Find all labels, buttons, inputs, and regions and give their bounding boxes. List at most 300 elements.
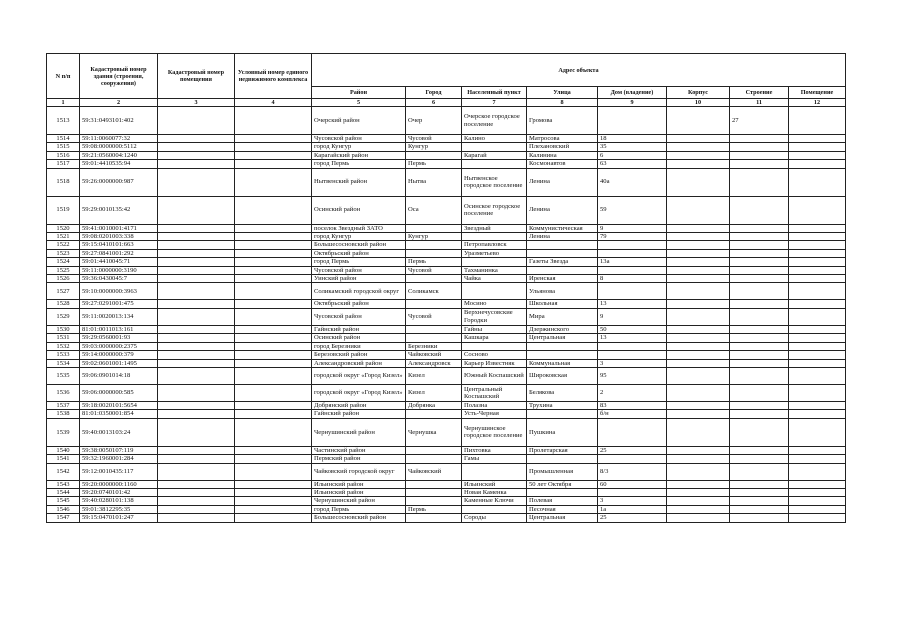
- cell-korpus: [667, 249, 730, 257]
- col-number: 8: [527, 99, 598, 107]
- cell-cad-building: 59:11:0020013:134: [80, 308, 158, 325]
- cell-cond-num: [235, 224, 312, 232]
- cell-city: [406, 446, 462, 454]
- cell-city: Кунгур: [406, 233, 462, 241]
- cell-settlement: Полазна: [462, 401, 527, 409]
- cell-city: Александровск: [406, 359, 462, 367]
- cell-street: Школьная: [527, 300, 598, 308]
- cell-row-number: 1524: [47, 258, 80, 266]
- cell-house: [598, 488, 667, 496]
- cell-settlement: Каменные Ключи: [462, 497, 527, 505]
- header-district: Район: [312, 87, 406, 99]
- cell-korpus: [667, 135, 730, 143]
- cell-settlement: [462, 258, 527, 266]
- cell-stroenie: [730, 151, 789, 159]
- cell-district: Нытвенский район: [312, 168, 406, 196]
- cell-street: [527, 249, 598, 257]
- col-number: 9: [598, 99, 667, 107]
- cell-cad-room: [158, 334, 235, 342]
- table-row: [47, 107, 846, 135]
- cell-row-number: 1522: [47, 241, 80, 249]
- cell-pomeshenie: [789, 168, 846, 196]
- cell-street: Пушкина: [527, 418, 598, 446]
- cell-settlement: [462, 505, 527, 513]
- col-number: 7: [462, 99, 527, 107]
- cell-cond-num: [235, 351, 312, 359]
- cell-pomeshenie: [789, 224, 846, 232]
- col-number: 6: [406, 99, 462, 107]
- cell-district: Большесосновский район: [312, 241, 406, 249]
- col-number: 4: [235, 99, 312, 107]
- cell-cad-building: 59:10:0000000:3963: [80, 283, 158, 300]
- cell-cad-building: 59:06:0901014:18: [80, 367, 158, 384]
- cell-cad-room: [158, 446, 235, 454]
- cell-street: Иренская: [527, 275, 598, 283]
- cell-korpus: [667, 224, 730, 232]
- cell-cad-building: 59:15:0470101:247: [80, 514, 158, 522]
- cell-city: Добрянка: [406, 401, 462, 409]
- cell-stroenie: [730, 480, 789, 488]
- table-row: [47, 224, 846, 232]
- cell-district: Гайнский район: [312, 325, 406, 333]
- cell-city: Березники: [406, 342, 462, 350]
- cell-settlement: Карагай: [462, 151, 527, 159]
- cell-city: Чусовой: [406, 266, 462, 274]
- cell-row-number: 1544: [47, 488, 80, 496]
- cell-street: Плехановский: [527, 143, 598, 151]
- cell-cad-room: [158, 351, 235, 359]
- cell-house: [598, 283, 667, 300]
- cell-pomeshenie: [789, 418, 846, 446]
- cell-street: Центральная: [527, 334, 598, 342]
- header-address: Адрес объекта: [312, 54, 846, 87]
- cell-stroenie: [730, 224, 789, 232]
- table-row: [47, 241, 846, 249]
- cell-stroenie: [730, 300, 789, 308]
- cell-cad-building: 59:20:0740101:42: [80, 488, 158, 496]
- cell-row-number: 1542: [47, 463, 80, 480]
- cell-cad-building: 59:40:0280101:138: [80, 497, 158, 505]
- cell-street: Центральная: [527, 514, 598, 522]
- cell-stroenie: [730, 418, 789, 446]
- cell-settlement: [462, 143, 527, 151]
- cell-street: Космонавтов: [527, 160, 598, 168]
- table-row: [47, 196, 846, 224]
- col-number: 12: [789, 99, 846, 107]
- cell-pomeshenie: [789, 249, 846, 257]
- col-number: 3: [158, 99, 235, 107]
- cell-row-number: 1540: [47, 446, 80, 454]
- cell-street: Широковская: [527, 367, 598, 384]
- cell-street: [527, 342, 598, 350]
- table-row: [47, 249, 846, 257]
- cell-house: 83: [598, 401, 667, 409]
- cell-row-number: 1519: [47, 196, 80, 224]
- cell-cad-building: 59:11:0000000:3190: [80, 266, 158, 274]
- cell-city: [406, 224, 462, 232]
- cell-cad-building: 81:01:0350001:854: [80, 410, 158, 418]
- cell-stroenie: [730, 359, 789, 367]
- cell-district: Александровский район: [312, 359, 406, 367]
- cell-settlement: [462, 283, 527, 300]
- cell-city: Кунгур: [406, 143, 462, 151]
- cell-stroenie: [730, 266, 789, 274]
- cell-cond-num: [235, 446, 312, 454]
- cell-settlement: Чайка: [462, 275, 527, 283]
- cell-district: Осинский район: [312, 196, 406, 224]
- header-num: N п/п: [47, 54, 80, 99]
- cell-district: городской округ «Город Кизел»: [312, 384, 406, 401]
- table-row: [47, 258, 846, 266]
- cell-district: Гайнский район: [312, 410, 406, 418]
- cell-row-number: 1546: [47, 505, 80, 513]
- cell-city: Соликамск: [406, 283, 462, 300]
- cell-stroenie: [730, 196, 789, 224]
- header-cad-room: Кадастровый номер помещения: [158, 54, 235, 99]
- cell-cond-num: [235, 249, 312, 257]
- table-row: [47, 497, 846, 505]
- cell-settlement: Тахманинка: [462, 266, 527, 274]
- table-row: [47, 488, 846, 496]
- cell-settlement: Кашкара: [462, 334, 527, 342]
- cell-house: 25: [598, 514, 667, 522]
- cell-korpus: [667, 275, 730, 283]
- cell-cad-building: 59:18:0020101:5654: [80, 401, 158, 409]
- cell-street: Ленина: [527, 196, 598, 224]
- cell-house: 79: [598, 233, 667, 241]
- cell-district: Большесосновский район: [312, 514, 406, 522]
- cell-city: Чайковский: [406, 463, 462, 480]
- cell-cad-building: 59:27:0291001:475: [80, 300, 158, 308]
- cell-korpus: [667, 505, 730, 513]
- header-city: Город: [406, 87, 462, 99]
- cell-house: 63: [598, 160, 667, 168]
- cell-korpus: [667, 143, 730, 151]
- cell-settlement: Карьер Известняк: [462, 359, 527, 367]
- cell-house: 8/3: [598, 463, 667, 480]
- table-row: [47, 334, 846, 342]
- cell-stroenie: [730, 463, 789, 480]
- cell-cad-room: [158, 151, 235, 159]
- cell-row-number: 1520: [47, 224, 80, 232]
- header-house: Дом (владение): [598, 87, 667, 99]
- cell-pomeshenie: [789, 266, 846, 274]
- cell-stroenie: [730, 275, 789, 283]
- table-row: [47, 283, 846, 300]
- cell-city: [406, 514, 462, 522]
- cell-stroenie: [730, 446, 789, 454]
- col-number: 1: [47, 99, 80, 107]
- cell-district: город Пермь: [312, 258, 406, 266]
- cell-settlement: Нытвенское городское поселение: [462, 168, 527, 196]
- cell-cad-building: 59:08:0201003:338: [80, 233, 158, 241]
- cell-stroenie: [730, 241, 789, 249]
- cell-cad-building: 59:01:3812295:35: [80, 505, 158, 513]
- cell-cad-room: [158, 463, 235, 480]
- cell-cond-num: [235, 143, 312, 151]
- cell-cad-room: [158, 224, 235, 232]
- cell-row-number: 1541: [47, 455, 80, 463]
- table-row: [47, 505, 846, 513]
- cell-cond-num: [235, 300, 312, 308]
- cell-cad-building: 59:38:0050107:119: [80, 446, 158, 454]
- cell-district: Уинский район: [312, 275, 406, 283]
- table-row: [47, 401, 846, 409]
- table-row: [47, 342, 846, 350]
- cell-settlement: [462, 160, 527, 168]
- cell-house: 3: [598, 359, 667, 367]
- table-row: [47, 266, 846, 274]
- cell-city: Чусовой: [406, 308, 462, 325]
- cell-cad-room: [158, 300, 235, 308]
- cell-cond-num: [235, 151, 312, 159]
- cell-row-number: 1527: [47, 283, 80, 300]
- cell-row-number: 1529: [47, 308, 80, 325]
- cell-city: [406, 497, 462, 505]
- cell-cond-num: [235, 488, 312, 496]
- cell-cad-building: 59:36:0430045:7: [80, 275, 158, 283]
- cell-city: [406, 151, 462, 159]
- cell-pomeshenie: [789, 514, 846, 522]
- cell-house: [598, 342, 667, 350]
- cell-street: [527, 455, 598, 463]
- cell-street: Пролетарская: [527, 446, 598, 454]
- cell-korpus: [667, 401, 730, 409]
- cell-cond-num: [235, 480, 312, 488]
- table-row: [47, 410, 846, 418]
- cell-cond-num: [235, 367, 312, 384]
- cell-city: Чернушка: [406, 418, 462, 446]
- cell-settlement: Гамы: [462, 455, 527, 463]
- cell-city: Чусовой: [406, 135, 462, 143]
- cell-korpus: [667, 410, 730, 418]
- cell-district: Частинский район: [312, 446, 406, 454]
- cell-stroenie: [730, 258, 789, 266]
- cell-cond-num: [235, 410, 312, 418]
- cell-city: [406, 410, 462, 418]
- cell-pomeshenie: [789, 151, 846, 159]
- cell-cad-room: [158, 514, 235, 522]
- cell-korpus: [667, 342, 730, 350]
- cell-house: 13а: [598, 258, 667, 266]
- cell-street: Дзержинского: [527, 325, 598, 333]
- cell-pomeshenie: [789, 488, 846, 496]
- cell-city: Кизел: [406, 367, 462, 384]
- table-row: [47, 351, 846, 359]
- col-number: 2: [80, 99, 158, 107]
- cell-cad-building: 59:29:0010135:42: [80, 196, 158, 224]
- cell-district: Добрянский район: [312, 401, 406, 409]
- cell-pomeshenie: [789, 233, 846, 241]
- cell-house: [598, 351, 667, 359]
- cell-district: Чернушинский район: [312, 497, 406, 505]
- cell-settlement: Очерское городское поселение: [462, 107, 527, 135]
- cell-row-number: 1521: [47, 233, 80, 241]
- cell-korpus: [667, 418, 730, 446]
- cell-city: [406, 300, 462, 308]
- cell-korpus: [667, 480, 730, 488]
- header-street: Улица: [527, 87, 598, 99]
- cell-pomeshenie: [789, 342, 846, 350]
- table-row: [47, 300, 846, 308]
- cell-korpus: [667, 300, 730, 308]
- table-row: [47, 455, 846, 463]
- table-row: [47, 143, 846, 151]
- cell-row-number: 1539: [47, 418, 80, 446]
- cell-cond-num: [235, 359, 312, 367]
- cell-district: Ильинский район: [312, 480, 406, 488]
- cell-house: [598, 241, 667, 249]
- cell-cad-room: [158, 143, 235, 151]
- column-number-row: [47, 99, 846, 107]
- cell-stroenie: [730, 351, 789, 359]
- cell-house: [598, 107, 667, 135]
- cell-cad-building: 59:31:0493101:402: [80, 107, 158, 135]
- cell-korpus: [667, 308, 730, 325]
- cell-cad-building: 59:29:0560001:93: [80, 334, 158, 342]
- cell-settlement: Мосино: [462, 300, 527, 308]
- table-row: [47, 480, 846, 488]
- cell-row-number: 1543: [47, 480, 80, 488]
- cell-pomeshenie: [789, 384, 846, 401]
- cell-house: 1а: [598, 505, 667, 513]
- cell-settlement: Сороды: [462, 514, 527, 522]
- cell-district: город Березники: [312, 342, 406, 350]
- cell-house: 3: [598, 497, 667, 505]
- cell-row-number: 1536: [47, 384, 80, 401]
- cell-district: городской округ «Город Кизел»: [312, 367, 406, 384]
- cell-cad-room: [158, 258, 235, 266]
- cell-stroenie: [730, 455, 789, 463]
- header-cond-num: Условный номер единого недвижимого комплекса: [235, 54, 312, 99]
- table-row: [47, 135, 846, 143]
- cell-pomeshenie: [789, 196, 846, 224]
- header-pomeshenie: Помещение: [789, 87, 846, 99]
- cell-korpus: [667, 266, 730, 274]
- cell-cad-building: 59:11:0060077:32: [80, 135, 158, 143]
- cell-stroenie: [730, 488, 789, 496]
- col-number: 10: [667, 99, 730, 107]
- cell-row-number: 1532: [47, 342, 80, 350]
- cell-house: 50: [598, 325, 667, 333]
- cell-city: [406, 241, 462, 249]
- cell-cad-building: 59:03:0000000:2375: [80, 342, 158, 350]
- cell-cad-room: [158, 497, 235, 505]
- cell-cad-building: 59:21:0560004:1240: [80, 151, 158, 159]
- cell-cond-num: [235, 334, 312, 342]
- cell-stroenie: [730, 505, 789, 513]
- cell-korpus: [667, 488, 730, 496]
- cell-city: Нытва: [406, 168, 462, 196]
- cell-street: 50 лет Октября: [527, 480, 598, 488]
- cell-cad-room: [158, 249, 235, 257]
- cell-city: Очер: [406, 107, 462, 135]
- cell-cad-room: [158, 401, 235, 409]
- cell-stroenie: [730, 342, 789, 350]
- cell-settlement: Верхнечусовские Городки: [462, 308, 527, 325]
- cell-street: Громова: [527, 107, 598, 135]
- cell-settlement: Новая Каменка: [462, 488, 527, 496]
- cell-district: Пермский район: [312, 455, 406, 463]
- cell-house: [598, 455, 667, 463]
- cell-pomeshenie: [789, 334, 846, 342]
- cell-district: Чайковский городской округ: [312, 463, 406, 480]
- cell-cad-building: 59:14:0000000:379: [80, 351, 158, 359]
- cell-row-number: 1534: [47, 359, 80, 367]
- cell-pomeshenie: [789, 160, 846, 168]
- cell-cond-num: [235, 168, 312, 196]
- cell-row-number: 1535: [47, 367, 80, 384]
- cell-cond-num: [235, 497, 312, 505]
- cell-cad-building: 59:27:0841001:292: [80, 249, 158, 257]
- cell-pomeshenie: [789, 135, 846, 143]
- cell-settlement: Уразметьево: [462, 249, 527, 257]
- table-row: [47, 418, 846, 446]
- cell-city: Пермь: [406, 160, 462, 168]
- cell-house: 60: [598, 480, 667, 488]
- cell-pomeshenie: [789, 143, 846, 151]
- cell-cad-building: 59:01:4410535:94: [80, 160, 158, 168]
- cell-cad-room: [158, 233, 235, 241]
- table-row: [47, 151, 846, 159]
- cell-pomeshenie: [789, 480, 846, 488]
- cell-cond-num: [235, 160, 312, 168]
- header-cad-building: Кадастровый номер здания (строения, сооружения): [80, 54, 158, 99]
- cell-city: [406, 480, 462, 488]
- cell-cad-room: [158, 107, 235, 135]
- cell-city: [406, 275, 462, 283]
- register-sheet: [46, 53, 846, 523]
- cell-cad-room: [158, 342, 235, 350]
- cell-street: [527, 351, 598, 359]
- cell-pomeshenie: [789, 258, 846, 266]
- cell-korpus: [667, 384, 730, 401]
- cell-house: 13: [598, 300, 667, 308]
- cell-cad-room: [158, 283, 235, 300]
- cell-cond-num: [235, 196, 312, 224]
- cell-pomeshenie: [789, 241, 846, 249]
- cell-row-number: 1518: [47, 168, 80, 196]
- cell-city: [406, 334, 462, 342]
- cell-cond-num: [235, 135, 312, 143]
- cell-row-number: 1514: [47, 135, 80, 143]
- table-row: [47, 446, 846, 454]
- cell-pomeshenie: [789, 351, 846, 359]
- cell-stroenie: [730, 168, 789, 196]
- cell-settlement: Осинское городское поселение: [462, 196, 527, 224]
- cell-city: Кизел: [406, 384, 462, 401]
- cell-cad-building: 59:08:0000000:5112: [80, 143, 158, 151]
- cell-cad-building: 59:02:0601001:1495: [80, 359, 158, 367]
- cell-pomeshenie: [789, 359, 846, 367]
- cell-pomeshenie: [789, 107, 846, 135]
- cell-settlement: Ильинский: [462, 480, 527, 488]
- cell-korpus: [667, 455, 730, 463]
- cell-house: 40а: [598, 168, 667, 196]
- cell-pomeshenie: [789, 283, 846, 300]
- cell-cad-room: [158, 275, 235, 283]
- cell-settlement: [462, 342, 527, 350]
- table-row: [47, 233, 846, 241]
- cell-row-number: 1526: [47, 275, 80, 283]
- cell-district: Чусовской район: [312, 266, 406, 274]
- cell-street: Ленина: [527, 233, 598, 241]
- cell-pomeshenie: [789, 505, 846, 513]
- cell-row-number: 1516: [47, 151, 80, 159]
- cell-cond-num: [235, 233, 312, 241]
- cell-row-number: 1531: [47, 334, 80, 342]
- cell-settlement: Гайны: [462, 325, 527, 333]
